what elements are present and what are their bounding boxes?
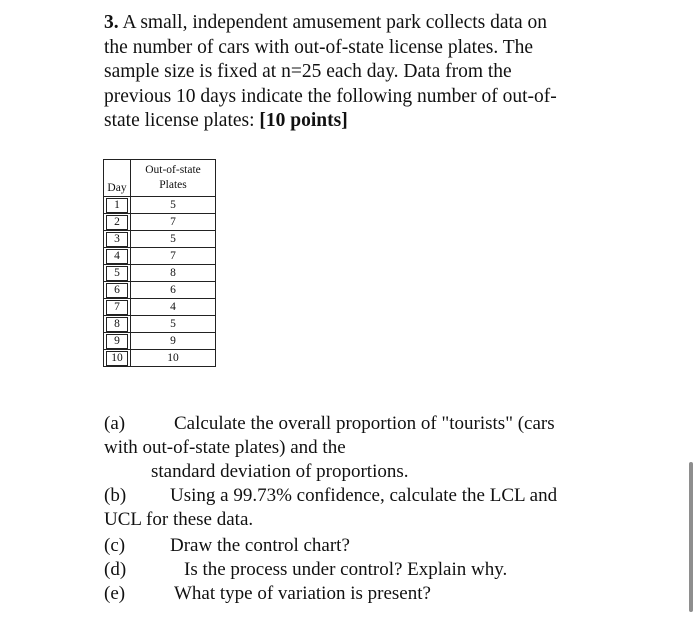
question-b-text-1: Using a 99.73% confidence, calculate the LCL and	[170, 485, 558, 506]
question-b-line-1	[104, 484, 558, 508]
table-row	[104, 265, 216, 282]
question-e-label: (e)	[104, 583, 126, 604]
question-c	[104, 534, 350, 558]
plates-cell: 8	[131, 265, 216, 282]
problem-line-5: state license plates:	[104, 110, 260, 131]
problem-statement	[104, 11, 604, 134]
table-row	[104, 299, 216, 316]
day-cell: 5	[106, 266, 128, 281]
question-d-label: (d)	[104, 559, 127, 580]
header-plates	[131, 160, 216, 197]
table-row	[104, 214, 216, 231]
question-a-text-1: Calculate the overall proportion of "tourists" (cars	[174, 413, 555, 434]
question-b-label: (b)	[104, 485, 127, 506]
points-label: [10 points]	[259, 110, 348, 131]
day-cell: 2	[106, 215, 128, 230]
day-cell: 1	[106, 198, 128, 213]
plates-table	[103, 159, 216, 367]
day-cell: 4	[106, 249, 128, 264]
question-b-text-2: UCL for these data.	[104, 509, 254, 530]
day-cell: 10	[106, 351, 128, 366]
table-row	[104, 197, 216, 214]
plates-cell: 9	[131, 333, 216, 350]
plates-cell: 5	[131, 197, 216, 214]
day-cell: 7	[106, 300, 128, 315]
plates-cell: 4	[131, 299, 216, 316]
table-row	[104, 248, 216, 265]
scrollbar[interactable]	[689, 462, 693, 612]
header-day: Day	[104, 160, 131, 197]
question-a-text-2: with out-of-state plates) and the	[104, 437, 346, 458]
plates-cell: 6	[131, 282, 216, 299]
problem-line-3: sample size is fixed at n=25 each day. Data from the	[104, 61, 512, 82]
table-row	[104, 316, 216, 333]
plates-cell: 7	[131, 214, 216, 231]
question-e-text: What type of variation is present?	[174, 583, 431, 604]
day-cell: 3	[106, 232, 128, 247]
problem-number: 3.	[104, 12, 119, 33]
question-d-text: Is the process under control? Explain why.	[184, 559, 508, 580]
day-cell: 8	[106, 317, 128, 332]
plates-cell: 5	[131, 231, 216, 248]
day-cell: 6	[106, 283, 128, 298]
question-c-text: Draw the control chart?	[170, 535, 350, 556]
table-row	[104, 231, 216, 248]
question-c-label: (c)	[104, 535, 126, 556]
question-a-line-1	[104, 412, 555, 436]
table-header-row	[104, 160, 216, 197]
problem-line-1: A small, independent amusement park collects data on	[122, 12, 547, 33]
table-row	[104, 333, 216, 350]
problem-line-2: the number of cars with out-of-state license plates. The	[104, 36, 534, 58]
table-row	[104, 282, 216, 299]
table-row	[104, 350, 216, 367]
header-plates-line-1: Out-of-state	[145, 164, 201, 176]
plates-cell: 7	[131, 248, 216, 265]
day-cell: 9	[106, 334, 128, 349]
question-d	[104, 558, 508, 582]
header-plates-line-2: Plates	[159, 179, 187, 191]
question-a-text-3: standard deviation of proportions.	[151, 461, 409, 482]
question-a-label: (a)	[104, 413, 126, 434]
problem-line-4: previous 10 days indicate the following number of out-of-	[104, 85, 557, 107]
plates-cell: 10	[131, 350, 216, 367]
question-e	[104, 582, 431, 606]
plates-cell: 5	[131, 316, 216, 333]
